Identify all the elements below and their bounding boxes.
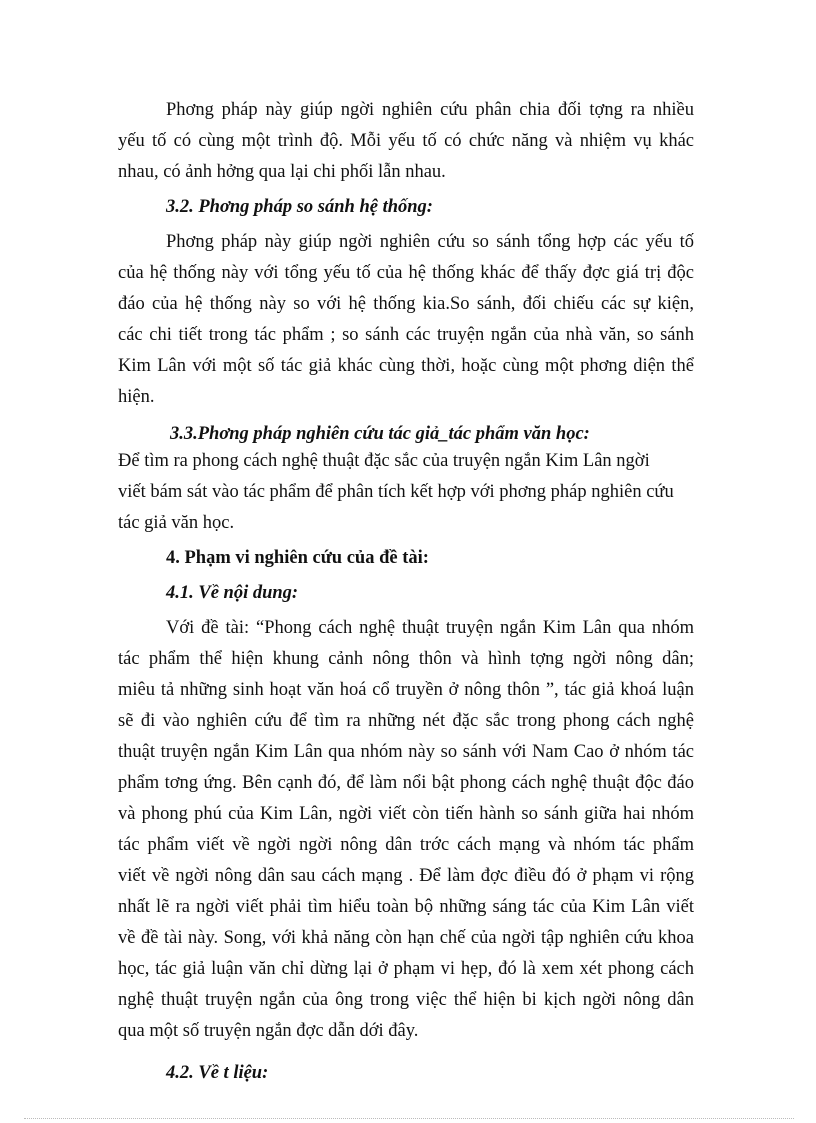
paragraph-4-line-13: nghệ thuật truyện ngắn của ông trong việc thể hiện bi kịch ngời nông dân — [118, 990, 694, 1010]
paragraph-4-line-12: học, tác giả luận văn chỉ dừng lại ở phạm vi hẹp, đó là xem xét phong cách — [118, 959, 694, 979]
paragraph-4-line-1: Với đề tài: “Phong cách nghệ thuật truyện ngắn Kim Lân qua nhóm — [166, 618, 694, 638]
paragraph-2-line-1: Phơng pháp này giúp ngời nghiên cứu so sánh tổng hợp các yếu tố — [166, 232, 694, 252]
paragraph-2-line-5: Kim Lân với một số tác giả khác cùng thời, hoặc cùng một phơng diện thể — [118, 356, 694, 376]
paragraph-4-line-4: sẽ đi vào nghiên cứu để tìm ra những nét đặc sắc trong phong cách nghệ — [118, 711, 694, 731]
paragraph-1-line-3: nhau, có ảnh hởng qua lại chi phối lẫn nhau. — [118, 162, 446, 182]
heading-4-1: 4.1. Về nội dung: — [166, 583, 299, 603]
paragraph-4-line-5: thuật truyện ngắn Kim Lân qua nhóm này so sánh với Nam Cao ở nhóm tác — [118, 742, 694, 762]
paragraph-4-line-3: miêu tả những sinh hoạt văn hoá cổ truyền ở nông thôn ”, tác giả khoá luận — [118, 680, 694, 700]
page-bottom-rule — [24, 1118, 794, 1119]
heading-4: 4. Phạm vi nghiên cứu của đề tài: — [166, 548, 429, 568]
paragraph-4-line-7: và phong phú của Kim Lân, ngời viết còn tiến hành so sánh giữa hai nhóm — [118, 804, 694, 824]
paragraph-3-line-1: Để tìm ra phong cách nghệ thuật đặc sắc của truyện ngắn Kim Lân ngời — [118, 451, 650, 471]
paragraph-1-line-1: Phơng pháp này giúp ngời nghiên cứu phân chia đối tợng ra nhiều — [166, 100, 694, 120]
paragraph-2-line-6: hiện. — [118, 387, 155, 407]
paragraph-1-line-2: yếu tố có cùng một trình độ. Mỗi yếu tố có chức năng và nhiệm vụ khác — [118, 131, 694, 151]
paragraph-4-line-8: tác phẩm viết về ngời ngời nông dân trớc cách mạng và nhóm tác phẩm — [118, 835, 694, 855]
paragraph-3-line-3: tác giả văn học. — [118, 513, 235, 533]
paragraph-4-line-9: viết về ngời nông dân sau cách mạng . Để làm đợc điều đó ở phạm vi rộng — [118, 866, 694, 886]
paragraph-4-line-11: về đề tài này. Song, với khả năng còn hạn chế của ngời tập nghiên cứu khoa — [118, 928, 694, 948]
paragraph-4-line-6: phẩm tơng ứng. Bên cạnh đó, để làm nổi bật phong cách nghệ thuật độc đáo — [118, 773, 694, 793]
heading-3-3: 3.3.Phơng pháp nghiên cứu tác giả_tác phẩm văn học: — [170, 424, 590, 444]
paragraph-4-line-14: qua một số truyện ngắn đợc dẫn dới đây. — [118, 1021, 419, 1041]
paragraph-3-line-2: viết bám sát vào tác phẩm để phân tích kết hợp với phơng pháp nghiên cứu — [118, 482, 674, 502]
paragraph-2-line-2: của hệ thống này với tổng yếu tố của hệ thống khác để thấy đợc giá trị độc — [118, 263, 694, 283]
paragraph-2-line-4: các chi tiết trong tác phẩm ; so sánh các truyện ngắn của nhà văn, so sánh — [118, 325, 694, 345]
heading-3-2: 3.2. Phơng pháp so sánh hệ thống: — [166, 197, 433, 217]
paragraph-4-line-2: tác phẩm thể hiện khung cảnh nông thôn và hình tợng ngời nông dân; — [118, 649, 694, 669]
paragraph-2-line-3: đáo của hệ thống này so với hệ thống kia.So sánh, đối chiếu các sự kiện, — [118, 294, 694, 314]
heading-4-2: 4.2. Về t liệu: — [166, 1063, 269, 1083]
paragraph-4-line-10: nhất lẽ ra ngời viết phải tìm hiểu toàn bộ những sáng tác của Kim Lân viết — [118, 897, 694, 917]
